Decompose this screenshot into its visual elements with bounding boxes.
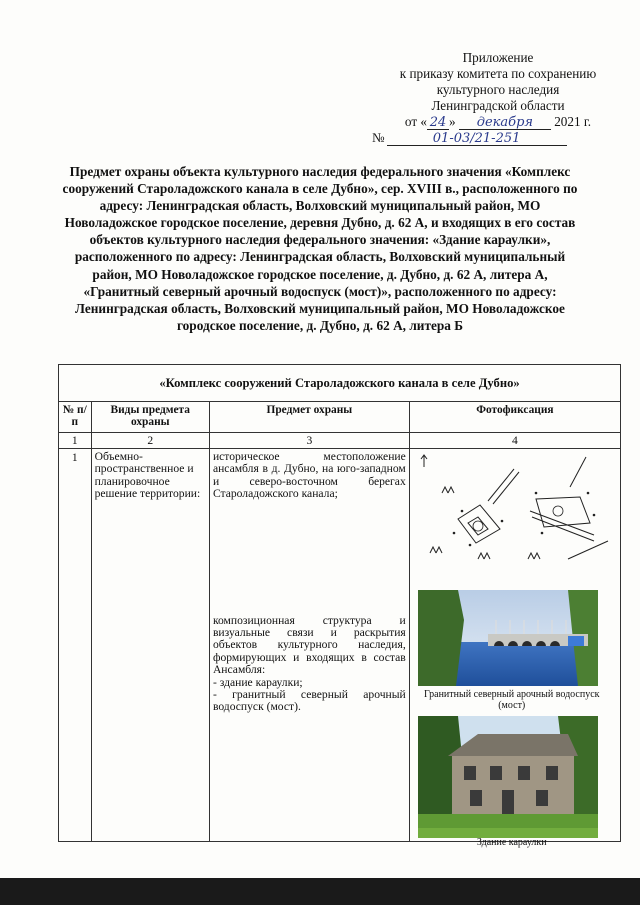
table-caption: «Комплекс сооружений Староладожского канала в селе Дубно» xyxy=(59,365,621,402)
header-type: Виды предмета охраны xyxy=(91,402,209,433)
table-header-row xyxy=(59,402,621,433)
document-title: Предмет охраны объекта культурного наследия федерального значения «Комплекс сооружений Староладожского канала в селе Дубно», сер. XVIII в., расположенного по адресу: Ленинградская область, Волховский муниципальный район, МО Новоладожское городское поселение, деревня Дубно, д. 62 А, и входящих в его состав объектов культурного наследия федерального значения: «Здание караулки», расположенного по адресу: Ленинградская область, Волховский муниципальный район, МО Новоладожское городское поселение, д. Дубно, д. 62 А, литера А, «Гранитный северный арочный водоспуск (мост)», расположенного по адресу: Ленинградская область, Волховский муниципальный район, МО Новоладожское городское поселение, д. Дубно, д. 62 А, литера Б xyxy=(62,164,578,333)
appendix-committee-line: культурного наследия xyxy=(436,82,560,97)
scan-edge xyxy=(0,878,640,905)
subject-composition: композиционная структура и визуальные связи и раскрытия объектов культурного наследия, формирующих и входящих в состав Ансамбля: xyxy=(212,613,406,677)
handwritten-month: декабря xyxy=(459,116,551,130)
row-number: 1 xyxy=(59,449,92,842)
subject-item: - здание караулки; xyxy=(212,675,303,689)
appendix-region-line: Ленинградской области xyxy=(431,98,565,113)
handwritten-number: 01-03/21-251 xyxy=(387,132,567,146)
subject-item: - гранитный северный арочный водоспуск (мост). xyxy=(212,688,406,714)
guardhouse-photo-caption: Здание караулки xyxy=(476,837,547,848)
bridge-photo xyxy=(418,590,598,686)
photo-cell xyxy=(409,449,620,848)
header-number: № п/п xyxy=(59,402,92,433)
appendix-date: от « 24 » декабря 2021 г. xyxy=(404,114,592,130)
site-plan-image xyxy=(418,453,612,581)
appendix-number: № 01-03/21-251 xyxy=(368,130,628,146)
row-type: Объемно-пространственное и планировочное решение территории: xyxy=(91,449,209,842)
handwritten-day: 24 xyxy=(427,116,449,130)
appendix-header xyxy=(368,50,628,146)
protection-subject-table xyxy=(58,364,621,848)
subject-location: историческое местоположение ансамбля в д. Дубно, на юго-западном и северо-восточном берегах Староладожского канала; xyxy=(212,450,406,501)
guardhouse-photo xyxy=(418,716,598,838)
column-number-row xyxy=(59,433,621,449)
header-photo: Фотофиксация xyxy=(409,402,620,433)
row-subject xyxy=(209,449,409,842)
column-number: 3 xyxy=(209,433,409,449)
bridge-photo-caption: Гранитный северный арочный водоспуск (мост) xyxy=(423,689,600,711)
column-number: 1 xyxy=(59,433,92,449)
appendix-order-line: к приказу комитета по сохранению xyxy=(399,66,597,81)
column-number: 2 xyxy=(91,433,209,449)
table-caption-row xyxy=(59,365,621,402)
header-subject: Предмет охраны xyxy=(209,402,409,433)
column-number: 4 xyxy=(409,433,620,449)
appendix-title: Приложение xyxy=(462,50,534,65)
table-row xyxy=(59,449,621,842)
